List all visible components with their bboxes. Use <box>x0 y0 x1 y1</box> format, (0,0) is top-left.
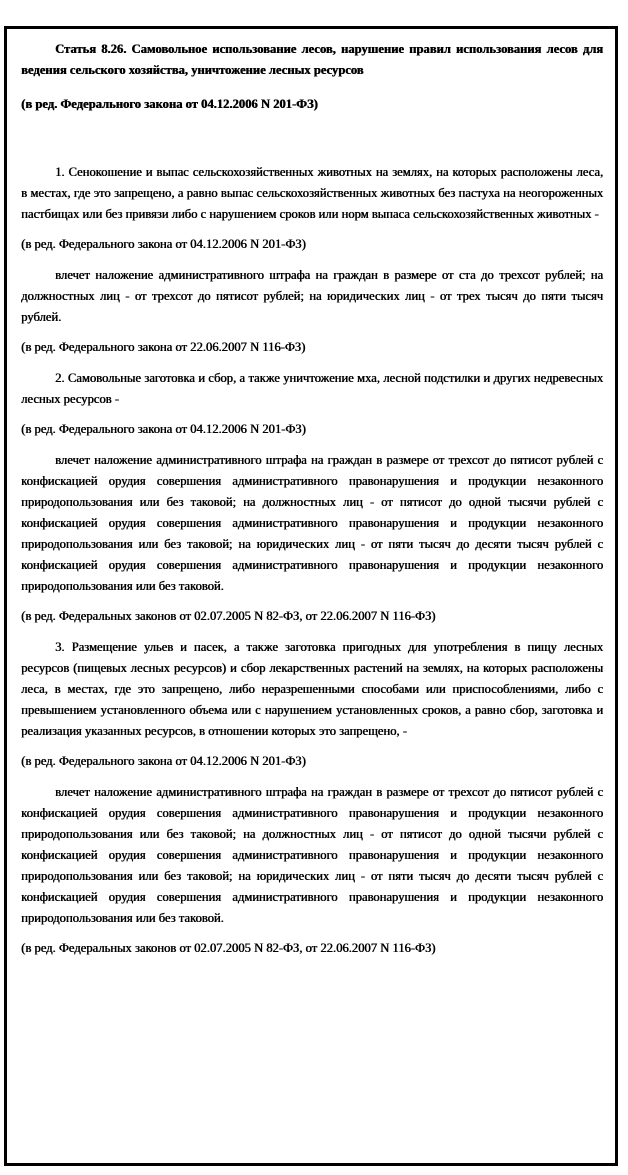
sanction-paragraph-3: влечет наложение административного штрафа на граждан в размере от трехсот до пятисот рублей с конфискацией орудия совершения административного правонарушения и продукции незаконного природопользования или без таковой; на должностных лиц - от пятисот до одной тысячи рублей с конфискацией орудия совершения административного правонарушения и продукции незаконного природопользования или без таковой; на юридических лиц - от пяти тысяч до десяти тысяч рублей с конфискацией орудия совершения административного правонарушения и продукции незаконного природопользования или без таковой. <box>21 785 603 925</box>
edit-note: (в ред. Федеральных законов от 02.07.2005 N 82-ФЗ, от 22.06.2007 N 116-ФЗ) <box>21 941 436 955</box>
edit-note: (в ред. Федеральных законов от 02.07.2005 N 82-ФЗ, от 22.06.2007 N 116-ФЗ) <box>21 609 436 623</box>
edit-note: (в ред. Федерального закона от 22.06.2007 N 116-ФЗ) <box>21 340 306 354</box>
edit-note: (в ред. Федерального закона от 04.12.2006 N 201-ФЗ) <box>21 754 306 768</box>
blank-gap <box>21 115 603 162</box>
sanction-paragraph-1: влечет наложение административного штрафа на граждан в размере от ста до трехсот рублей; на должностных лиц - от трехсот до пятисот рублей; на юридических лиц - от трех тысяч до пяти тысяч рублей. <box>21 268 603 324</box>
document-frame <box>4 26 618 1166</box>
paragraph-2: 2. Самовольные заготовка и сбор, а также уничтожение мха, лесной подстилки и других недревесных лесных ресурсов - <box>21 371 603 406</box>
edit-note: (в ред. Федерального закона от 04.12.2006 N 201-ФЗ) <box>21 422 306 436</box>
sanction-paragraph-2: влечет наложение административного штрафа на граждан в размере от трехсот до пятисот рублей с конфискацией орудия совершения административного правонарушения и продукции незаконного природопользования или без таковой; на должностных лиц - от пятисот до одной тысячи рублей с конфискацией орудия совершения административного правонарушения и продукции незаконного природопользования или без таковой; на юридических лиц - от пяти тысяч до десяти тысяч рублей с конфискацией орудия совершения административного правонарушения и продукции незаконного природопользования или без таковой. <box>21 453 603 593</box>
article-title-edit-note: (в ред. Федерального закона от 04.12.2006 N 201-ФЗ) <box>21 97 318 111</box>
paragraph-3: 3. Размещение ульев и пасек, а также заготовка пригодных для употребления в пищу лесных ресурсов (пищевых лесных ресурсов) и сбор лекарственных растений на землях, на которых расположены леса, в местах, где это запрещено, либо неразрешенными способами или приспособлениями, либо с превышением установленного объема или с нарушением установленных сроков, а равно сбор, заготовка и реализация указанных ресурсов, в отношении которых это запрещено, - <box>21 640 603 738</box>
edit-note: (в ред. Федерального закона от 04.12.2006 N 201-ФЗ) <box>21 237 306 251</box>
paragraph-1: 1. Сенокошение и выпас сельскохозяйственных животных на землях, на которых расположены леса, в местах, где это запрещено, а равно выпас сельскохозяйственных животных без пастуха на неогороженных пастбищах или без привязи либо с нарушением сроков или норм выпаса сельскохозяйственных животных - <box>21 165 603 221</box>
article-title: Статья 8.26. Самовольное использование лесов, нарушение правил использования лесов для ведения сельского хозяйства, уничтожение лесных ресурсов <box>21 42 603 77</box>
